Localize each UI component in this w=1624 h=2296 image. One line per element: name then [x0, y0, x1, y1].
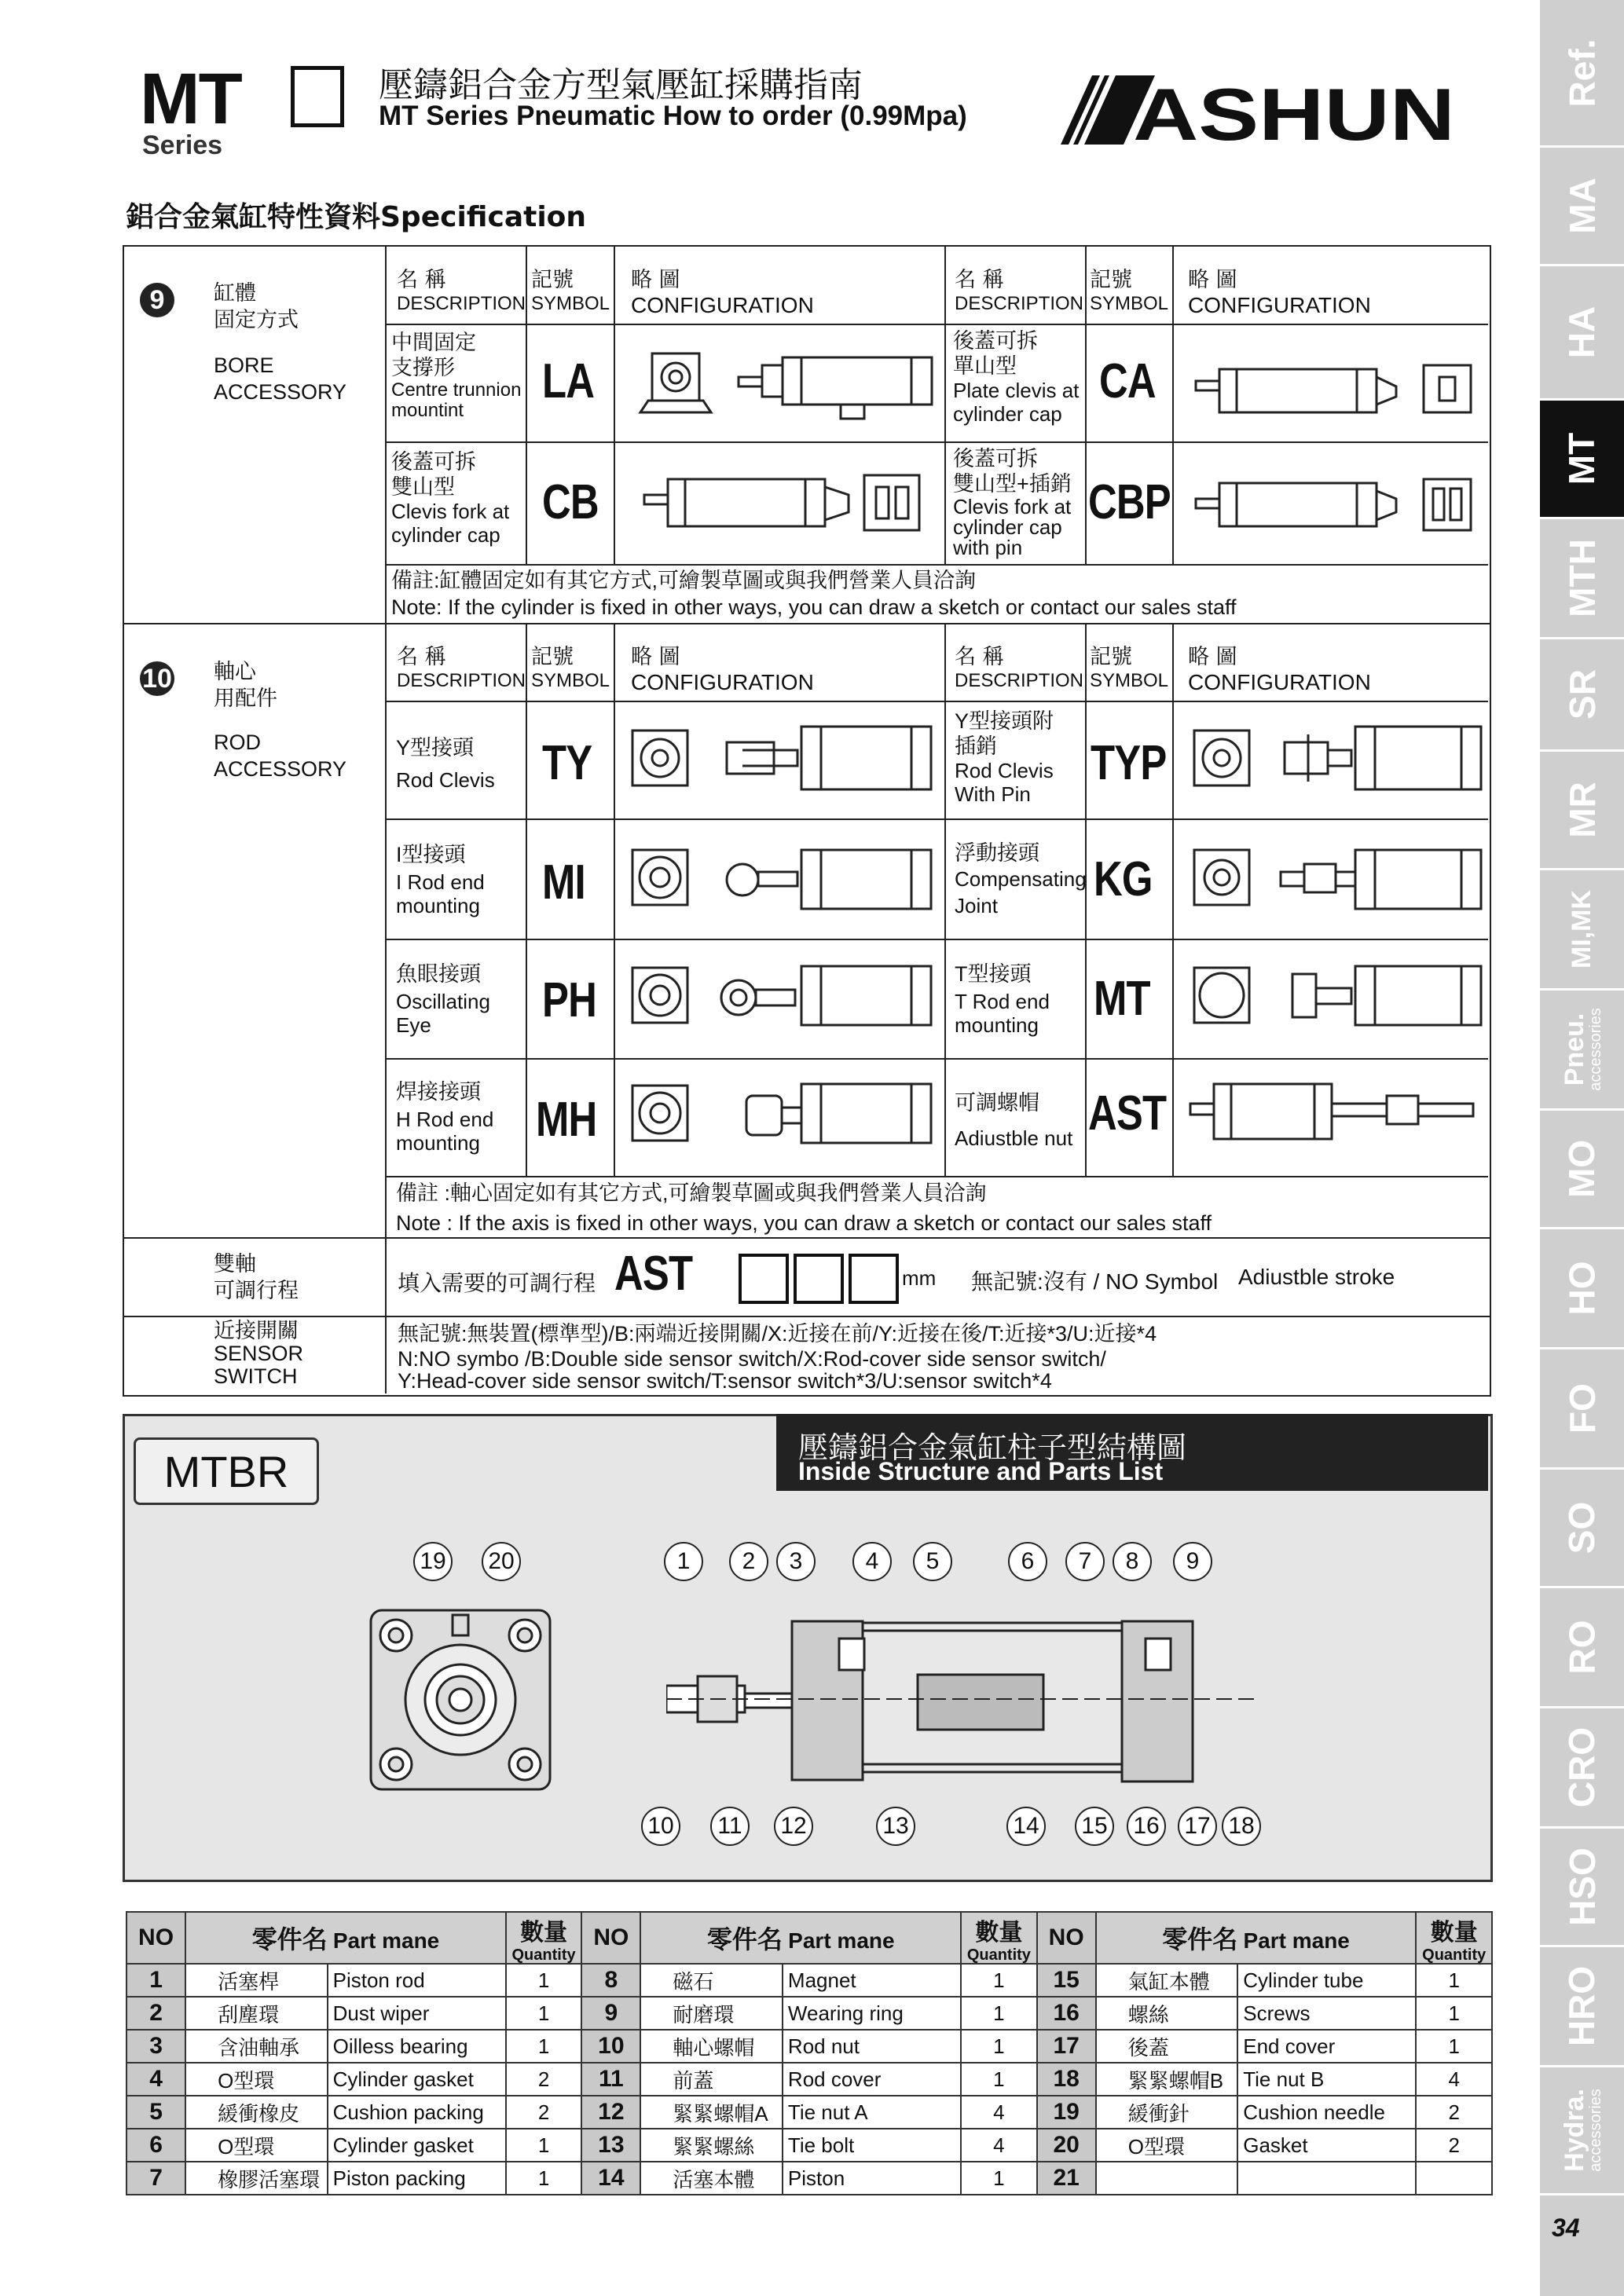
tab-ref[interactable]: Ref.	[1540, 0, 1624, 148]
part-name-en: Piston	[783, 2162, 961, 2195]
brand-text: ASHUN	[1133, 75, 1455, 146]
stroke-input-boxes[interactable]	[739, 1254, 904, 1308]
tab-mr[interactable]: MR	[1540, 752, 1624, 870]
rod-item-ast: 可調螺帽 Adiustble nut	[955, 1091, 1073, 1150]
part-name-zh: 螺絲	[1096, 1997, 1238, 2030]
tab-so[interactable]: SO	[1540, 1470, 1624, 1588]
table-row	[126, 2096, 1492, 2129]
table-row	[126, 2162, 1492, 2195]
part-name-zh: 活塞桿	[185, 1964, 328, 1997]
rod-drawings-right	[1182, 707, 1485, 1178]
bore-item-ca: 後蓋可拆 單山型 Plate clevis at cylinder cap	[953, 329, 1080, 426]
tab-ma[interactable]: MA	[1540, 148, 1624, 266]
la-drawing	[629, 338, 935, 432]
index-tabs	[1540, 0, 1624, 2296]
callout-13: 13	[876, 1807, 915, 1846]
part-name-zh: 耐磨環	[640, 1997, 783, 2030]
part-name-zh	[1096, 2162, 1238, 2195]
symbol-ast: AST	[1088, 1086, 1167, 1141]
rod-note-zh: 備註 :軸心固定如有其它方式,可繪製草圖或與我們營業人員洽詢	[396, 1181, 987, 1205]
cb-drawing	[629, 456, 935, 550]
part-number: 17	[1037, 2030, 1096, 2063]
table-row	[126, 2063, 1492, 2096]
structure-title: 壓鑄鋁合金氣缸柱子型結構圖 Inside Structure and Parts List	[776, 1414, 1488, 1491]
tab-ha[interactable]: HA	[1540, 266, 1624, 401]
tab-mo[interactable]: MO	[1540, 1111, 1624, 1229]
col-head-symbol-2: 記號 SYMBOL	[1090, 268, 1169, 314]
callout-18: 18	[1222, 1807, 1261, 1846]
tab-sr[interactable]: SR	[1540, 639, 1624, 752]
table-row	[126, 1964, 1492, 1997]
callout-17: 17	[1178, 1807, 1217, 1846]
part-name-zh: 緊緊螺帽A	[640, 2096, 783, 2129]
part-name-en: End cover	[1237, 2030, 1416, 2063]
col-part-name: 零件名 Part mane	[185, 1912, 506, 1964]
symbol-ca: CA	[1099, 354, 1156, 408]
col-no: NO	[126, 1912, 185, 1964]
part-name-en: Wearing ring	[783, 1997, 961, 2030]
part-number: 15	[1037, 1964, 1096, 1997]
callout-12: 12	[774, 1807, 813, 1846]
part-number: 2	[126, 1997, 185, 2030]
part-name-en: Cylinder tube	[1237, 1964, 1416, 1997]
symbol-mh: MH	[536, 1093, 597, 1147]
part-number: 4	[126, 2063, 185, 2096]
rod-item-ty: Y型接頭 Rod Clevis	[396, 736, 495, 792]
part-number: 18	[1037, 2063, 1096, 2096]
bore-item-cb: 後蓋可拆 雙山型 Clevis fork at cylinder cap	[391, 450, 510, 547]
part-quantity: 2	[506, 2063, 581, 2096]
bore-label-en: BORE ACCESSORY	[214, 353, 347, 404]
part-name-zh: O型環	[1096, 2129, 1238, 2162]
part-quantity: 1	[961, 2162, 1036, 2195]
rod-head-desc-2: 名 稱 DESCRIPTION	[955, 645, 1084, 691]
callout-3: 3	[776, 1542, 816, 1581]
part-number: 5	[126, 2096, 185, 2129]
part-quantity: 1	[1416, 2030, 1492, 2063]
part-quantity: 1	[1416, 1997, 1492, 2030]
part-quantity: 1	[506, 1964, 581, 1997]
callout-10: 10	[641, 1807, 680, 1846]
part-name-zh: O型環	[185, 2063, 328, 2096]
part-quantity: 2	[1416, 2129, 1492, 2162]
part-quantity: 4	[961, 2129, 1036, 2162]
rod-item-mi: I型接頭 I Rod end mounting	[396, 843, 485, 917]
part-name-zh: 緊緊螺帽B	[1096, 2063, 1238, 2096]
tab-hydra-accessories[interactable]: Hydra. accessories	[1540, 2067, 1624, 2195]
table-row	[126, 1997, 1492, 2030]
part-number: 21	[1037, 2162, 1096, 2195]
col-head-config-2: 略 圖 CONFIGURATION	[1188, 268, 1371, 317]
callout-20: 20	[482, 1542, 521, 1581]
part-name-en: Cushion packing	[328, 2096, 506, 2129]
col-part-name-2: 零件名 Part mane	[640, 1912, 961, 1964]
rod-head-config-2: 略 圖 CONFIGURATION	[1188, 645, 1371, 694]
part-name-zh: O型環	[185, 2129, 328, 2162]
part-name-en: Tie nut B	[1237, 2063, 1416, 2096]
part-name-en: Magnet	[783, 1964, 961, 1997]
part-quantity: 1	[961, 1997, 1036, 2030]
part-quantity: 1	[506, 2162, 581, 2195]
ca-drawing	[1188, 338, 1479, 432]
rod-item-ph: 魚眼接頭 Oscillating Eye	[396, 962, 490, 1037]
symbol-mi: MI	[542, 855, 585, 910]
callout-2: 2	[729, 1542, 768, 1581]
rod-note-en: Note : If the axis is fixed in other ways, you can draw a sketch or contact our sales staff	[396, 1211, 1212, 1235]
col-no-2: NO	[581, 1912, 640, 1964]
part-name-en: Cylinder gasket	[328, 2129, 506, 2162]
symbol-mt: MT	[1094, 972, 1150, 1026]
tab-mth[interactable]: MTH	[1540, 519, 1624, 639]
part-name-zh: 橡膠活塞環	[185, 2162, 328, 2195]
part-name-en: Gasket	[1237, 2129, 1416, 2162]
stroke-desc: Adiustble stroke	[1238, 1265, 1395, 1289]
tab-hro[interactable]: HRO	[1540, 1947, 1624, 2067]
stroke-label: 雙軸 可調行程	[214, 1252, 299, 1302]
ashun-logo	[1061, 75, 1457, 146]
part-name-en: Cushion needle	[1237, 2096, 1416, 2129]
part-name-en: Dust wiper	[328, 1997, 506, 2030]
tab-cro[interactable]: CRO	[1540, 1708, 1624, 1829]
part-quantity: 1	[1416, 1964, 1492, 1997]
callout-7: 7	[1065, 1542, 1105, 1581]
part-name-zh: 緊緊螺絲	[640, 2129, 783, 2162]
callout-15: 15	[1075, 1807, 1114, 1846]
part-quantity	[1416, 2162, 1492, 2195]
cbp-drawing	[1188, 456, 1479, 550]
callout-11: 11	[710, 1807, 750, 1846]
section-number-10: 10	[140, 661, 174, 696]
part-name-zh: 軸心螺帽	[640, 2030, 783, 2063]
part-quantity: 4	[961, 2096, 1036, 2129]
part-number: 10	[581, 2030, 640, 2063]
part-quantity: 2	[1416, 2096, 1492, 2129]
col-qty-2: 數量 Quantity	[961, 1912, 1036, 1964]
series-label: Series	[142, 130, 223, 160]
tab-hso[interactable]: HSO	[1540, 1829, 1624, 1947]
series-box	[291, 66, 344, 127]
rod-item-kg: 浮動接頭 Compensating Joint	[955, 841, 1087, 917]
tab-mi-mk[interactable]: MI,MK	[1540, 870, 1624, 991]
symbol-cb: CB	[542, 475, 599, 529]
part-name-zh: 前蓋	[640, 2063, 783, 2096]
page-title-en: MT Series Pneumatic How to order (0.99Mpa)	[379, 101, 967, 131]
part-quantity: 4	[1416, 2063, 1492, 2096]
tab-mt[interactable]: MT	[1540, 401, 1624, 519]
symbol-kg: KG	[1094, 852, 1153, 906]
part-number: 7	[126, 2162, 185, 2195]
model-label: MTBR	[134, 1437, 319, 1505]
series-code: MT	[140, 59, 241, 139]
rod-label-zh: 軸心 用配件	[214, 660, 277, 710]
spec-heading: 鋁合金氣缸特性資料Specification	[126, 201, 587, 233]
callout-4: 4	[852, 1542, 892, 1581]
tab-ho[interactable]: HO	[1540, 1229, 1624, 1349]
part-quantity: 1	[961, 1964, 1036, 1997]
callout-14: 14	[1006, 1807, 1046, 1846]
part-name-en: Tie bolt	[783, 2129, 961, 2162]
part-number: 20	[1037, 2129, 1096, 2162]
callout-19: 19	[413, 1542, 453, 1581]
part-name-en: Rod nut	[783, 2030, 961, 2063]
stroke-symbol: AST	[614, 1247, 693, 1301]
stroke-no-symbol: 無記號:沒有 / NO Symbol	[971, 1269, 1219, 1294]
callout-9: 9	[1173, 1542, 1212, 1581]
rod-head-config: 略 圖 CONFIGURATION	[631, 645, 814, 694]
end-view-drawing	[368, 1607, 553, 1792]
part-name-en: Piston packing	[328, 2162, 506, 2195]
bore-item-cbp: 後蓋可拆 雙山型+插銷 Clevis fork at cylinder cap with pin	[953, 447, 1072, 559]
part-number: 13	[581, 2129, 640, 2162]
col-part-name-3: 零件名 Part mane	[1096, 1912, 1417, 1964]
part-number: 8	[581, 1964, 640, 1997]
symbol-typ: TYP	[1091, 736, 1167, 790]
bore-label-zh: 缸體 固定方式	[214, 281, 299, 331]
rod-head-symbol-2: 記號 SYMBOL	[1090, 645, 1169, 691]
tab-fo[interactable]: FO	[1540, 1349, 1624, 1470]
part-number: 9	[581, 1997, 640, 2030]
part-name-zh: 後蓋	[1096, 2030, 1238, 2063]
bore-item-la: 中間固定 支撐形 Centre trunnion mountint	[391, 331, 522, 421]
bore-note-zh: 備註:缸體固定如有其它方式,可繪製草圖或與我們營業人員洽詢	[391, 569, 977, 592]
table-row	[126, 2129, 1492, 2162]
part-name-en: Oilless bearing	[328, 2030, 506, 2063]
part-name-zh: 刮塵環	[185, 1997, 328, 2030]
part-name-zh: 氣缸本體	[1096, 1964, 1238, 1997]
rod-item-mh: 焊接接頭 H Rod end mounting	[396, 1080, 494, 1155]
part-name-en: Screws	[1237, 1997, 1416, 2030]
part-number: 12	[581, 2096, 640, 2129]
part-name-zh: 緩衝橡皮	[185, 2096, 328, 2129]
callout-8: 8	[1113, 1542, 1152, 1581]
part-number: 6	[126, 2129, 185, 2162]
part-number: 19	[1037, 2096, 1096, 2129]
part-quantity: 1	[961, 2030, 1036, 2063]
part-number: 14	[581, 2162, 640, 2195]
rod-head-symbol: 記號 SYMBOL	[531, 645, 610, 691]
sensor-line-3: Y:Head-cover side sensor switch/T:sensor switch*3/U:sensor switch*4	[398, 1369, 1052, 1393]
part-quantity: 1	[961, 2063, 1036, 2096]
page-number: 34	[1552, 2214, 1580, 2242]
rod-label-en: ROD ACCESSORY	[214, 731, 347, 781]
stroke-unit: mm	[902, 1266, 937, 1290]
col-head-desc: 名 稱 DESCRIPTION	[397, 268, 526, 314]
col-no-3: NO	[1037, 1912, 1096, 1964]
part-name-zh: 活塞本體	[640, 2162, 783, 2195]
part-number: 11	[581, 2063, 640, 2096]
symbol-cbp: CBP	[1088, 475, 1171, 529]
part-number: 1	[126, 1964, 185, 1997]
sensor-line-1: 無記號:無裝置(標準型)/B:兩端近接開關/X:近接在前/Y:近接在後/T:近接*3/U:近接*4	[398, 1322, 1157, 1346]
symbol-la: LA	[542, 354, 595, 408]
part-name-en	[1237, 2162, 1416, 2195]
parts-table	[126, 1911, 1493, 2195]
table-row	[126, 2030, 1492, 2063]
col-head-desc-2: 名 稱 DESCRIPTION	[955, 268, 1084, 314]
part-number: 3	[126, 2030, 185, 2063]
part-quantity: 2	[506, 2096, 581, 2129]
symbol-ty: TY	[542, 736, 592, 790]
col-head-symbol: 記號 SYMBOL	[531, 268, 610, 314]
part-name-en: Rod cover	[783, 2063, 961, 2096]
tab-ro[interactable]: RO	[1540, 1588, 1624, 1708]
part-quantity: 1	[506, 1997, 581, 2030]
callout-1: 1	[664, 1542, 703, 1581]
section-number-9: 9	[140, 283, 174, 317]
part-name-zh: 磁石	[640, 1964, 783, 1997]
col-qty: 數量 Quantity	[506, 1912, 581, 1964]
section-view-drawing	[666, 1607, 1257, 1788]
part-name-zh: 含油軸承	[185, 2030, 328, 2063]
part-name-zh: 緩衝針	[1096, 2096, 1238, 2129]
rod-drawings-left	[625, 707, 939, 1178]
part-number: 16	[1037, 1997, 1096, 2030]
part-quantity: 1	[506, 2129, 581, 2162]
part-quantity: 1	[506, 2030, 581, 2063]
col-qty-3: 數量 Quantity	[1416, 1912, 1492, 1964]
rod-head-desc: 名 稱 DESCRIPTION	[397, 645, 526, 691]
part-name-en: Piston rod	[328, 1964, 506, 1997]
callout-16: 16	[1127, 1807, 1166, 1846]
tab-pneu-accessories[interactable]: Pneu. accessories	[1540, 991, 1624, 1111]
sensor-label: 近接開關 SENSOR SWITCH	[214, 1319, 304, 1388]
sensor-line-2: N:NO symbo /B:Double side sensor switch/X:Rod-cover side sensor switch/	[398, 1347, 1106, 1371]
symbol-ph: PH	[542, 973, 596, 1027]
page-title-zh: 壓鑄鋁合金方型氣壓缸採購指南	[379, 65, 863, 105]
callout-6: 6	[1008, 1542, 1047, 1581]
callout-5: 5	[913, 1542, 952, 1581]
part-name-en: Cylinder gasket	[328, 2063, 506, 2096]
rod-item-typ: Y型接頭附 插銷 Rod Clevis With Pin	[955, 709, 1054, 806]
bore-note-en: Note: If the cylinder is fixed in other ways, you can draw a sketch or contact our sales staff	[391, 595, 1237, 619]
part-name-en: Tie nut A	[783, 2096, 961, 2129]
col-head-config: 略 圖 CONFIGURATION	[631, 268, 814, 317]
stroke-prompt: 填入需要的可調行程	[398, 1271, 596, 1295]
rod-item-mt: T型接頭 T Rod end mounting	[955, 962, 1050, 1037]
